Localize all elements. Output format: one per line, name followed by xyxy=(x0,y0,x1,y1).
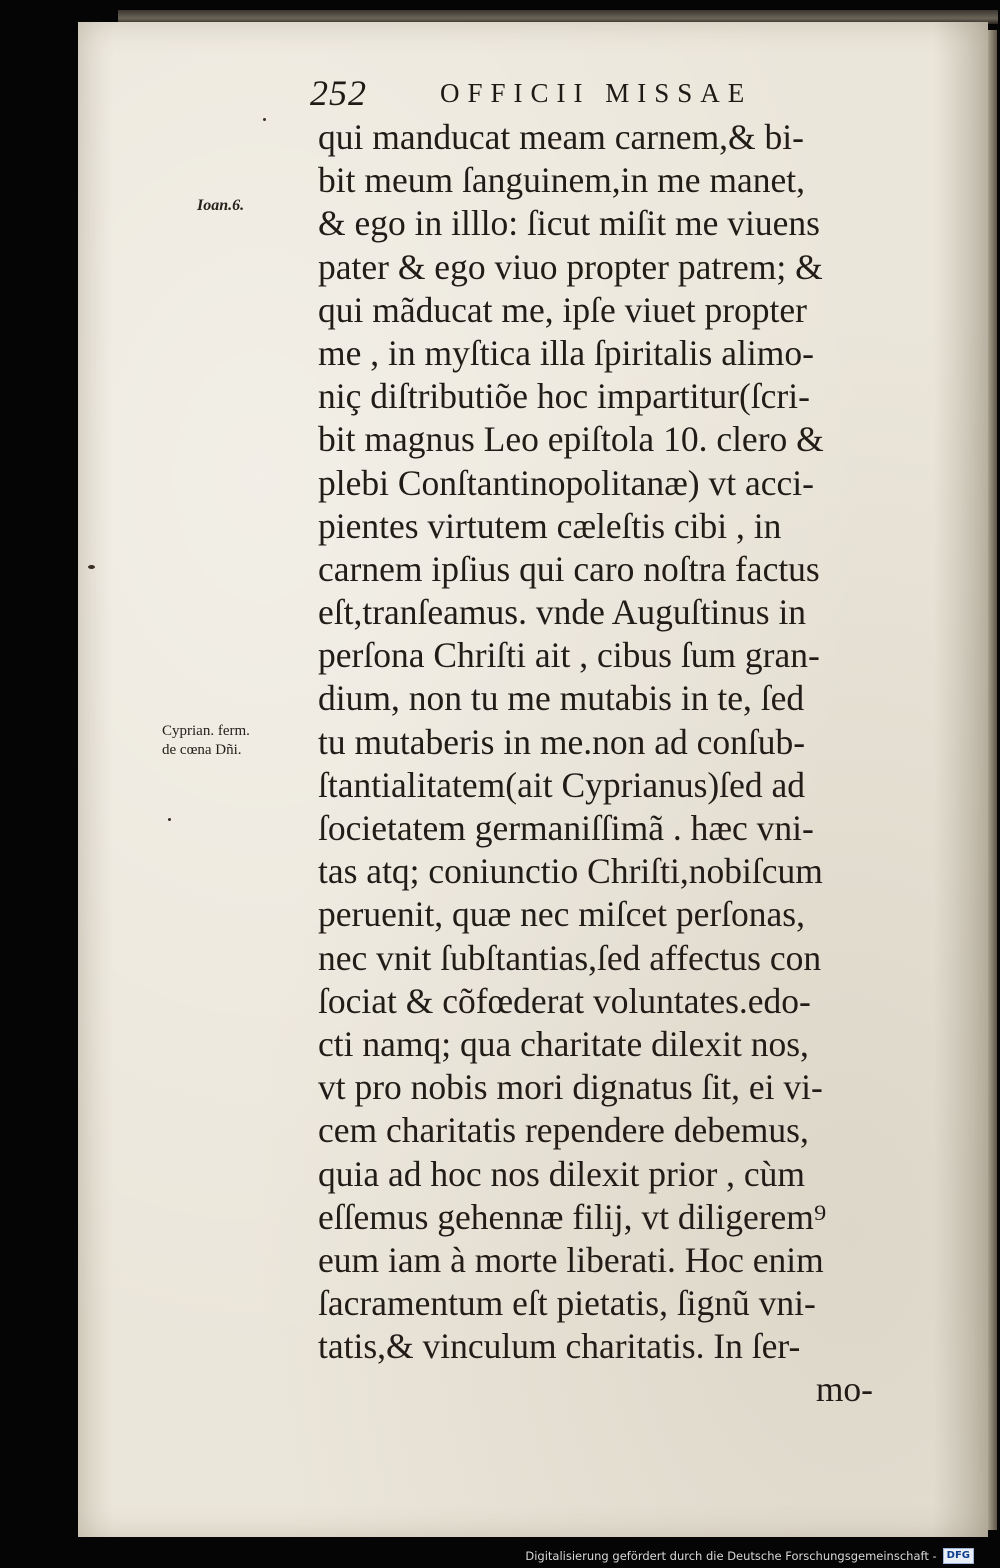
text-line: quia ad hoc nos dilexit prior , cùm xyxy=(318,1153,806,1194)
text-line: qui mãducat me, ipſe viuet propter xyxy=(318,289,807,330)
ink-speck xyxy=(168,818,171,821)
text-line: ſacramentum eſt pietatis, ſignũ vni- xyxy=(318,1283,816,1324)
text-line: bit meum ſanguinem,in me manet, xyxy=(318,160,806,201)
body-text xyxy=(318,116,883,1412)
running-head: OFFICII MISSAE xyxy=(440,78,753,108)
page-number: 252 xyxy=(310,73,367,113)
text-line: ſociat & cõfœderat voluntates.edo- xyxy=(318,980,811,1021)
text-line: niç diſtributiõe hoc impartitur(ſcri- xyxy=(318,376,810,417)
credit-text: Digitalisierung gefördert durch die Deutsche Forschungsgemeinschaft - xyxy=(525,1549,937,1563)
marginal-note-cyprian-line1: Cyprian. ferm. xyxy=(162,723,250,739)
text-line: dium, non tu me mutabis in te, ſed xyxy=(318,678,805,719)
text-line: eſſemus gehennæ filij, vt diligerem⁹ xyxy=(318,1196,827,1237)
text-line: perſona Chriſti ait , cibus ſum gran- xyxy=(318,635,820,676)
text-line: peruenit, quæ nec miſcet perſonas, xyxy=(318,894,805,935)
text-line: & ego in illlo: ſicut miſit me viuens xyxy=(318,203,820,244)
text-line: carnem ipſius qui caro noſtra factus xyxy=(318,548,820,589)
text-line: pientes virtutem cæleſtis cibi , in xyxy=(318,505,782,546)
text-line: ſocietatem germaniſſimã . hæc vni- xyxy=(318,808,814,848)
text-line: nec vnit ſubſtantias,ſed affectus con xyxy=(318,937,822,978)
text-line: cem charitatis rependere debemus, xyxy=(318,1110,809,1151)
text-line: vt pro nobis mori dignatus ſit, ei vi- xyxy=(318,1067,823,1108)
ink-speck xyxy=(263,118,266,121)
text-line: cti namq; qua charitate dilexit nos, xyxy=(318,1023,809,1064)
text-line-catchword: mo- xyxy=(815,1369,873,1410)
marginal-note-cyprian-line2: de cœna Dñi. xyxy=(162,742,242,758)
text-line: eum iam à morte liberati. Hoc enim xyxy=(318,1239,824,1280)
text-line: tu mutaberis in me.non ad conſub- xyxy=(318,721,806,762)
text-line: me , in myſtica illa ſpiritalis alimo- xyxy=(318,332,814,373)
text-line: tas atq; coniunctio Chriſti,nobiſcum xyxy=(318,851,823,892)
ink-speck xyxy=(88,565,95,569)
text-line: ſtantialitatem(ait Cyprianus)ſed ad xyxy=(318,764,805,805)
text-line: bit magnus Leo epiſtola 10. clero & xyxy=(318,419,824,460)
dfg-logo-icon: DFG xyxy=(943,1548,974,1564)
marginal-note-ioan: Ioan.6. xyxy=(197,197,245,214)
text-line: eſt,tranſeamus. vnde Auguſtinus in xyxy=(318,592,807,633)
digitization-credit xyxy=(525,1548,974,1564)
page-header xyxy=(310,72,753,114)
text-line: qui manducat meam carnem,& bi- xyxy=(318,117,804,157)
text-line: pater & ego viuo propter patrem; & xyxy=(318,246,823,287)
text-line: tatis,& vinculum charitatis. In ſer- xyxy=(318,1326,801,1367)
text-line: plebi Conſtantinopolitanæ) vt acci- xyxy=(318,462,814,503)
marginal-note-cyprian xyxy=(162,722,250,760)
